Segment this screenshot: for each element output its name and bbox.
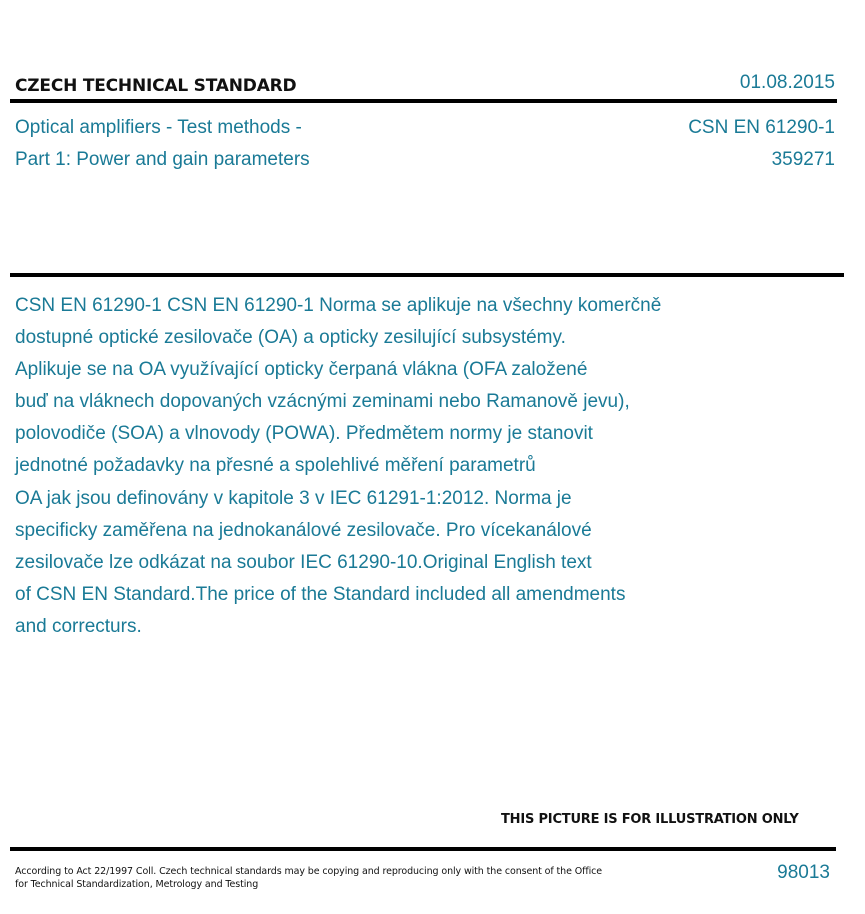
abstract-line: and correcturs.: [15, 615, 142, 637]
abstract-line: specificky zaměřena na jednokanálové zesilovače. Pro vícekanálové: [15, 519, 592, 541]
abstract-line: buď na vláknech dopovaných vzácnými zeminami nebo Ramanově jevu),: [15, 391, 630, 413]
standard-code: CSN EN 61290-1: [688, 117, 835, 138]
abstract-line: Aplikuje se na OA využívající opticky čerpaná vlákna (OFA založené: [15, 359, 588, 381]
footer-divider: [10, 847, 836, 851]
abstract-line: dostupné optické zesilovače (OA) a opticky zesilující subsystémy.: [15, 327, 566, 349]
legal-notice-line-1: According to Act 22/1997 Coll. Czech technical standards may be copying and reproducing only with the consent of the Office: [15, 866, 603, 877]
abstract-divider: [10, 273, 844, 277]
abstract-line: zesilovače lze odkázat na soubor IEC 61290-10.Original English text: [15, 551, 592, 573]
abstract-line: of CSN EN Standard.The price of the Standard included all amendments: [15, 583, 626, 605]
document-type-label: CZECH TECHNICAL STANDARD: [15, 76, 297, 96]
footer-code: 98013: [777, 862, 830, 883]
abstract-line: OA jak jsou definovány v kapitole 3 v IEC 61291-1:2012. Norma je: [15, 487, 572, 509]
catalog-number: 359271: [771, 149, 835, 170]
legal-notice-line-2: for Technical Standardization, Metrology and Testing: [15, 879, 259, 890]
abstract-line: CSN EN 61290-1 CSN EN 61290-1 Norma se aplikuje na všechny komerčně: [15, 295, 662, 316]
illustration-notice: THIS PICTURE IS FOR ILLUSTRATION ONLY: [501, 812, 799, 827]
header-divider: [10, 99, 837, 103]
abstract-text: [15, 290, 805, 643]
standard-title-line-2: Part 1: Power and gain parameters: [15, 149, 310, 170]
legal-notice: [15, 865, 602, 891]
publication-date: 01.08.2015: [739, 72, 835, 93]
abstract-line: jednotné požadavky na přesné a spolehlivé měření parametrů: [15, 455, 536, 477]
standard-title-line-1: Optical amplifiers - Test methods -: [15, 117, 302, 138]
abstract-line: polovodiče (SOA) a vlnovody (POWA). Předmětem normy je stanovit: [15, 423, 593, 445]
